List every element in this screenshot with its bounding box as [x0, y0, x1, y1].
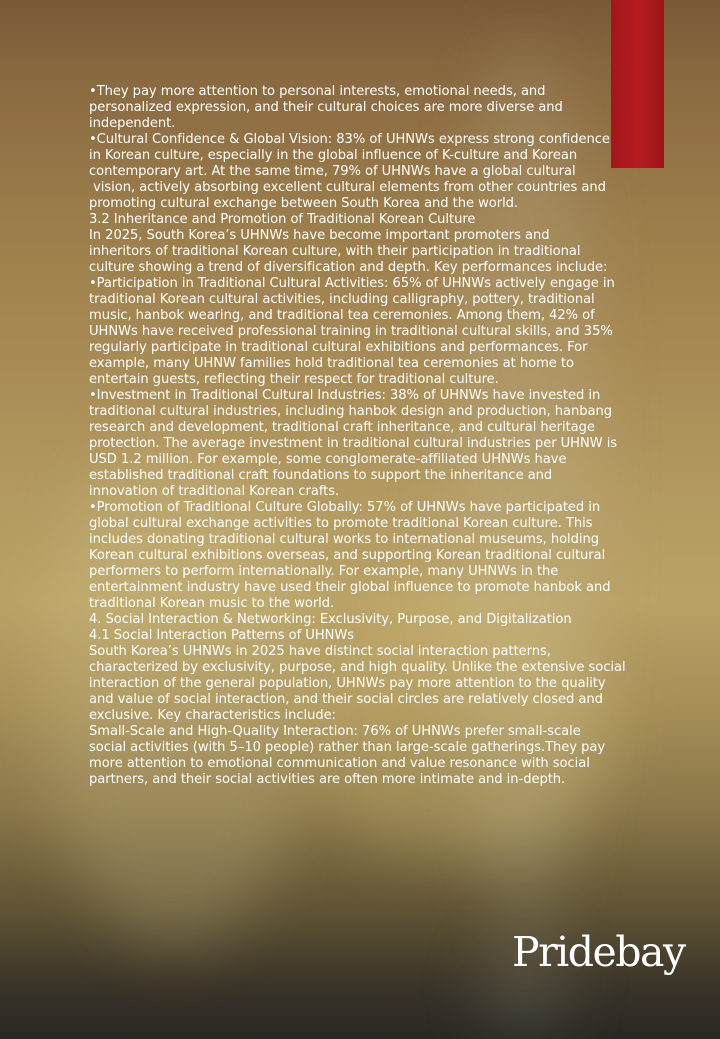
section-heading: 3.2 Inheritance and Promotion of Traditional Korean Culture: [89, 212, 476, 227]
text-line: contemporary art. At the same time, 79% of UHNWs have a global cultural: [89, 164, 576, 179]
text-line: •Cultural Confidence & Global Vision: 83% of UHNWs express strong confidence: [89, 132, 610, 147]
text-line: regularly participate in traditional cultural exhibitions and performances. For: [89, 340, 588, 355]
text-line: traditional Korean cultural activities, including calligraphy, pottery, traditional: [89, 292, 595, 307]
text-line: In 2025, South Korea’s UHNWs have become important promoters and: [89, 228, 550, 243]
text-line: •They pay more attention to personal interests, emotional needs, and: [89, 84, 546, 99]
brand-logo: Pridebay: [512, 928, 685, 976]
text-line: traditional cultural industries, including hanbok design and production, hanbang: [89, 404, 612, 419]
text-line: entertainment industry have used their global influence to promote hanbok and: [89, 580, 611, 595]
text-line: UHNWs have received professional training in traditional cultural skills, and 35%: [89, 324, 613, 339]
text-line: personalized expression, and their cultural choices are more diverse and: [89, 100, 563, 115]
text-line: independent.: [89, 116, 176, 131]
text-line: innovation of traditional Korean crafts.: [89, 484, 340, 499]
text-line: traditional Korean music to the world.: [89, 596, 335, 611]
text-line: USD 1.2 million. For example, some conglomerate-affiliated UHNWs have: [89, 452, 567, 467]
text-line: interaction of the general population, UHNWs pay more attention to the quality: [89, 676, 606, 691]
text-line: inheritors of traditional Korean culture, with their participation in traditional: [89, 244, 581, 259]
text-line: and value of social interaction, and their social circles are relatively closed and: [89, 692, 603, 707]
text-line: exclusive. Key characteristics include:: [89, 708, 336, 723]
text-line: performers to perform internationally. For example, many UHNWs in the: [89, 564, 559, 579]
text-line: includes donating traditional cultural works to international museums, holding: [89, 532, 600, 547]
text-line: culture showing a trend of diversification and depth. Key performances include:: [89, 260, 608, 275]
text-line: partners, and their social activities are often more intimate and in-depth.: [89, 772, 566, 787]
text-line: South Korea’s UHNWs in 2025 have distinct social interaction patterns,: [89, 644, 551, 659]
text-line: •Promotion of Traditional Culture Globally: 57% of UHNWs have participated in: [89, 500, 601, 515]
text-line: vision, actively absorbing excellent cultural elements from other countries and: [89, 180, 606, 195]
text-line: more attention to emotional communication and value resonance with social: [89, 756, 590, 771]
section-heading: 4. Social Interaction & Networking: Exclusivity, Purpose, and Digitalization: [89, 612, 572, 627]
text-line: Korean cultural exhibitions overseas, and supporting Korean traditional cultural: [89, 548, 606, 563]
text-line: •Participation in Traditional Cultural Activities: 65% of UHNWs actively engage in: [89, 276, 615, 291]
text-line: music, hanbok wearing, and traditional tea ceremonies. Among them, 42% of: [89, 308, 595, 323]
text-line: global cultural exchange activities to promote traditional Korean culture. This: [89, 516, 593, 531]
text-line: in Korean culture, especially in the global influence of K-culture and Korean: [89, 148, 578, 163]
text-line: social activities (with 5–10 people) rather than large-scale gatherings.They pay: [89, 740, 606, 755]
text-line: Small-Scale and High-Quality Interaction: 76% of UHNWs prefer small-scale: [89, 724, 581, 739]
body-text: [89, 84, 626, 788]
text-line: promoting cultural exchange between South Korea and the world.: [89, 196, 519, 211]
text-line: established traditional craft foundations to support the inheritance and: [89, 468, 553, 483]
text-line: research and development, traditional craft inheritance, and cultural heritage: [89, 420, 595, 435]
red-bookmark-tab: [611, 0, 664, 168]
text-line: entertain guests, reflecting their respect for traditional culture.: [89, 372, 499, 387]
text-line: •Investment in Traditional Cultural Industries: 38% of UHNWs have invested in: [89, 388, 601, 403]
text-line: protection. The average investment in traditional cultural industries per UHNW is: [89, 436, 618, 451]
section-heading: 4.1 Social Interaction Patterns of UHNWs: [89, 628, 355, 643]
text-line: characterized by exclusivity, purpose, and high quality. Unlike the extensive social: [89, 660, 626, 675]
text-line: example, many UHNW families hold traditional tea ceremonies at home to: [89, 356, 574, 371]
